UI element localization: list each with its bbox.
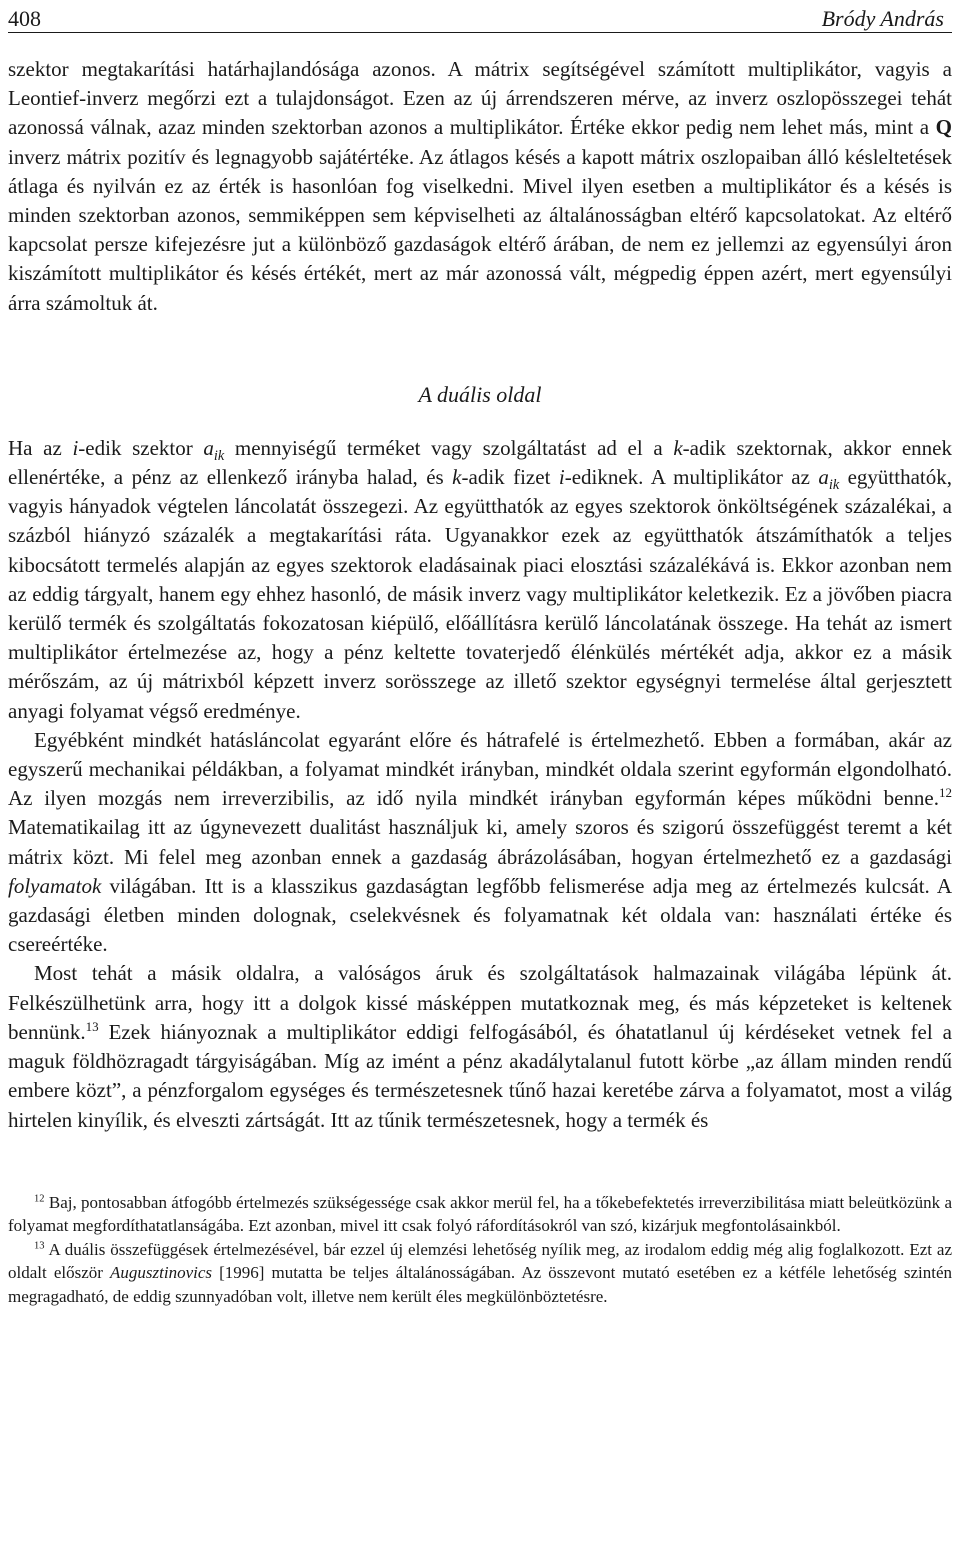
footnote-text: [1996] mutatta be teljes általánosságában. Az összevont mutató esetében ez a kétféle lehetőség szintén megragadható, de eddig szunnyadóban volt, illetve nem került éles megkülönböztetésre. — [8, 1263, 952, 1307]
text-run: Most tehát a másik oldalra, a valóságos áruk és szolgáltatások halmazainak világába lépünk át. Felkészülhetünk arra, hogy itt a dolgok kissé másképpen mutatkoznak meg, és más képzeteket is keltenek bennünk. — [8, 961, 952, 1044]
math-subscript: ik — [828, 477, 840, 494]
footnote-text: A duális összefüggések értelmezésével, bár ezzel új elemzési lehetőség nyílik meg, az irodalom eddig még alig foglalkozott. Ezt az oldalt először — [8, 1239, 952, 1283]
matrix-symbol: Q — [935, 115, 952, 140]
math-var: a — [203, 435, 214, 460]
paragraph-3 — [8, 959, 952, 1134]
footnote-13 — [8, 1238, 952, 1309]
text-run: -adik szektornak, akkor ennek ellenértéke, a pénz az ellenkező irányba halad, és — [8, 435, 952, 490]
text-run: -edik szektor — [78, 435, 204, 460]
text-run: világában. Itt is a klasszikus gazdaságtan legfőbb felismerése adja meg az értelmezés kulcsát. A gazdasági életben minden dolognak, cselekvésnek és folyamatnak két oldala van: használati értéke és csereértéke. — [8, 873, 952, 957]
text-run: Ha az — [8, 435, 73, 460]
cited-author: Augusztinovics — [110, 1263, 213, 1283]
footnote-ref-12[interactable]: 12 — [938, 785, 952, 801]
text-run: Ezek hiányoznak a multiplikátor eddigi felfogásából, és óhatatlanul új kérdéseket vetnek fel a maguk földhözragadt tárgyiságában. Míg az imént a pénz akadálytalanul futott körbe „az állam minden rendű embere közt”, a pénzforgalom egységes és természetesnek tűnő hazai keretébe zárva a folyamatot, most a világ hirtelen kinyílik, és elveszti zártságát. Itt az tűnik természetesnek, hogy a termék és — [8, 1019, 952, 1132]
footnote-number: 12 — [34, 1193, 45, 1205]
section-title: A duális oldal — [418, 381, 542, 407]
text-run: -ediknek. A multiplikátor az — [564, 465, 819, 490]
running-head — [8, 0, 952, 33]
math-var: i — [72, 435, 79, 460]
text-run: inverz mátrix pozitív és legnagyobb sajátértéke. Az átlagos késés a kapott mátrix oszlopaiban álló késleltetések átlaga és nyilván ez az érték is hasonlóan fog viselkedni. Mivel ilyen esetben a multiplikátor és a késés is minden szektorban azonos, semmiképpen sem képviselheti az általánosságban eltérő kapcsolatokat. Az eltérő kapcsolat persze kifejezésre jut a különböző gazdaságok eltérő árában, de nem ez jellemzi az egyensúlyi áron kiszámított multiplikátor és késés értékét, mert az már azonossá vált, mégpedig éppen azért, mert egyensúlyi árra számoltuk át. — [8, 144, 952, 315]
footnote-12 — [8, 1191, 952, 1238]
text-run: mennyiségű terméket vagy szolgáltatást ad el a — [224, 435, 674, 460]
text-run: Egyébként mindkét hatásláncolat egyaránt előre és hátrafelé is értelmezhető. Ebben a formában, akár az egyszerű mechanikai példákban, a folyamat mindkét irányban, mindkét oldala szerint egyformán elgondolható. Az ilyen mozgás nem irreverzibilis, az idő nyila mindkét irányban egyformán képes működni benne. — [8, 727, 952, 811]
math-var: k — [452, 465, 462, 490]
emphasis: folyamatok — [8, 873, 102, 898]
running-head-author: Bródy András — [821, 6, 944, 31]
text-run: -adik fizet — [461, 465, 559, 490]
math-var: k — [673, 435, 683, 460]
paragraph-1 — [8, 434, 952, 726]
text-run: szektor megtakarítási határhajlandósága azonos. A mátrix segítségével számított multiplikátor, vagyis a Leontief-inverz megőrzi ezt a tulajdonságot. Ezen az új árrendszeren mérve, az inverz oszlopösszegei tehát azonossá válnak, azaz minden szektorban azonos a multiplikátor. Értéke ekkor pedig nem lehet más, mint a — [8, 57, 952, 140]
paragraph-2 — [8, 726, 952, 960]
footnote-number: 13 — [34, 1240, 45, 1252]
math-var: i — [558, 465, 565, 490]
math-subscript: ik — [213, 447, 225, 464]
footnote-text: Baj, pontosabban átfogóbb értelmezés szükségessége csak akkor merül fel, ha a tőkebefektetés irreverzibilitása miatt beleütközünk a folyamat megfordíthatatlanságába. Ezt azonban, mivel itt csak folyó ráfordításokról van szó, kizárjuk megfontolásainkból. — [8, 1192, 952, 1236]
footnotes — [8, 1191, 952, 1309]
text-run: Matematikailag itt az úgynevezett dualitást használjuk ki, amely szoros és szigorú összefüggést teremt a két mátrix közt. Mi felel meg azonban ennek a gazdaság ábrázolásában, hogyan értelmezhető ez a gazdasági — [8, 815, 952, 869]
math-var: a — [818, 465, 829, 490]
page-number: 408 — [8, 6, 41, 31]
intro-paragraph — [8, 55, 952, 318]
body-text — [8, 55, 952, 1135]
footnote-ref-13[interactable]: 13 — [85, 1018, 99, 1034]
text-run: együtthatók, vagyis hányadok végtelen láncolatát összegezi. Az együtthatók az egyes szektorok önköltségének százalékai, a százból hiányzó százalék a megtakarítási ráta. Ugyanakkor ezek az együtthatók átszámíthatók a teljes kibocsátott termelés alapján az egyes szektorok eladásainak piaci elosztási százalékává is. Ekkor azonban nem az eddig tárgyalt, hanem egy ehhez hasonló, de másik inverz vagy multiplikátor keletkezik. Ez a jövőben piacra kerülő termék és szolgáltatás fokozatosan kiépülő, előállításra kerülő láncolatának összege. Ha tehát az ismert multiplikátor értelmezése az, hogy a pénz keltette tovaterjedő élénkülés mértékét adja, akkor ez a másik mérőszám, az új mátrixból képzett inverz sorösszege az illető szektor egységnyi termelése által gerjesztett anyagi folyamat végső eredménye. — [8, 465, 952, 723]
